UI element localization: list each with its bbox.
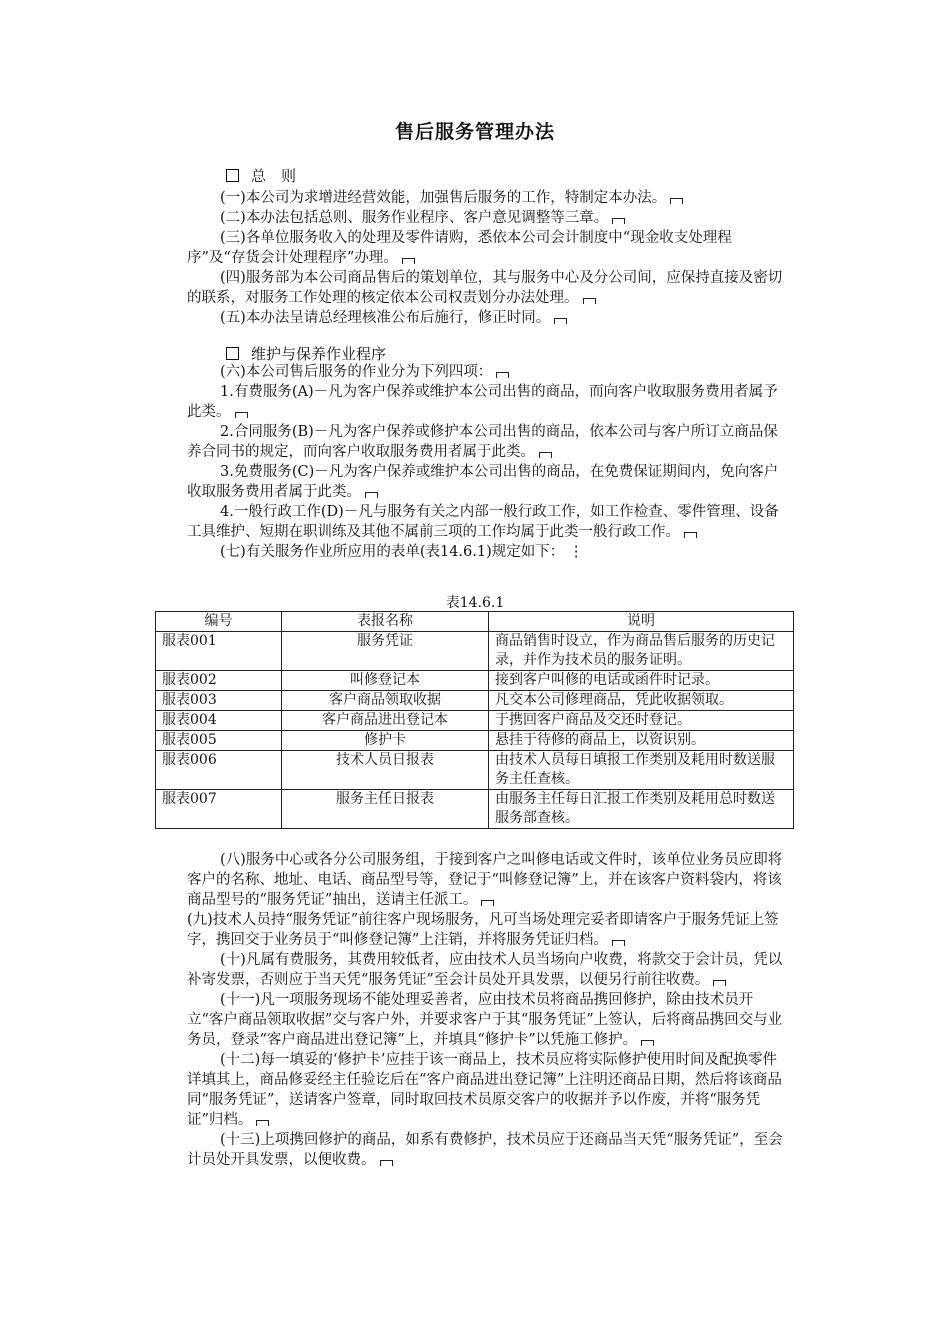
paragraph: (十二)每一填妥的‘修护卡’应挂于该一商品上，技术员应将实际修护使用时间及配换零件详填其上，商品修妥经主任验讫后在“客户商品进出登记簿”上注明还商品日期，然后将该商品同“服务凭证”，送请客户签章，同时取回技术员原交客户的收据并予以作废，并将“服务凭证”归档。 (187, 1052, 782, 1128)
section-maintenance-body (187, 362, 787, 562)
table-cell: 服表003 (156, 691, 282, 711)
paragraph: 3.免费服务(C)－凡为客户保养或维护本公司出售的商品，在免费保证期间内，免向客户收取服务费用者属于此类。 (187, 464, 779, 500)
paragraph: (五)本办法呈请总经理核准公布后施行，修正时同。 (187, 308, 787, 328)
paragraph-mark-icon (539, 452, 552, 458)
table-cell: 服表005 (156, 731, 282, 751)
checkbox-icon (226, 347, 239, 360)
paragraph-mark-icon (713, 980, 726, 986)
table-cell: 服务凭证 (282, 632, 489, 671)
document-title: 售后服务管理办法 (394, 121, 555, 143)
paragraph: (八)服务中心或各分公司服务组，于接到客户之叫修电话或文件时，该单位业务员应即将客户的名称、地址、电话、商品型号等，登记于“叫修登记簿”上，并在该客户资料袋内，将该商品型号的“服务凭证”抽出，送请主任派工。 (187, 852, 783, 908)
paragraph-mark-icon (554, 318, 567, 324)
paragraph: 2.合同服务(B)－凡为客户保养或修护本公司出售的商品，依本公司与客户所订立商品保养合同书的规定，而向客户收取服务费用者属于此类。 (187, 424, 778, 460)
paragraph-mark-icon (612, 940, 625, 946)
checkbox-icon (226, 169, 239, 182)
table-row (156, 711, 794, 731)
paragraph: 1.有费服务(A)－凡为客户保养或维护本公司出售的商品，而向客户收取服务费用者属予此类。 (187, 384, 778, 420)
paragraph-mark-icon (670, 198, 683, 204)
paragraph-mark-icon (684, 532, 697, 538)
section-heading-general: 总 则 (226, 165, 296, 186)
table-cell: 服务主任日报表 (282, 790, 489, 829)
table-cell: 技术人员日报表 (282, 751, 489, 790)
column-header: 编号 (156, 612, 282, 632)
paragraph-mark-icon (402, 258, 415, 264)
paragraph: (三)各单位服务收入的处理及零件请购，悉依本公司会计制度中“现金收支处理程序”及“存货会计处理程序”办理。 (187, 230, 732, 266)
table-row (156, 632, 794, 671)
table-cell: 凡交本公司修理商品，凭此收据领取。 (489, 691, 794, 711)
table-cell: 接到客户叫修的电话或函件时记录。 (489, 671, 794, 691)
table-row (156, 751, 794, 790)
paragraph: (四)服务部为本公司商品售后的策划单位，其与服务中心及分公司间，应保持直接及密切的联系，对服务工作处理的核定依本公司权责划分办法处理。 (187, 270, 783, 306)
table-header-row (156, 612, 794, 632)
table-cell: 修护卡 (282, 731, 489, 751)
table-cell: 服表001 (156, 632, 282, 671)
paragraph: (二)本办法包括总则、服务作业程序、客户意见调整等三章。 (187, 208, 787, 228)
table-row (156, 731, 794, 751)
ellipsis-mark: ⋮ (568, 544, 584, 560)
paragraph-mark-icon (481, 900, 494, 906)
table-cell: 悬挂于待修的商品上，以资识别。 (489, 731, 794, 751)
table-cell: 由技术人员每日填报工作类别及耗用时数送服务主任查核。 (489, 751, 794, 790)
table-cell: 客户商品领取收据 (282, 691, 489, 711)
table-cell: 商品销售时设立，作为商品售后服务的历史记录，并作为技术员的服务证明。 (489, 632, 794, 671)
table-row (156, 790, 794, 829)
paragraph: (七)有关服务作业所应用的表单(表14.6.1)规定如下： ⋮ (220, 544, 584, 560)
paragraph: (十三)上项携回修护的商品，如系有费修护，技术员应于还商品当天凭“服务凭证”，至会计员处开具发票，以便收费。 (187, 1132, 783, 1168)
section-heading-maintenance: 维护与保养作业程序 (226, 343, 386, 364)
paragraph-mark-icon (496, 372, 509, 378)
paragraph-mark-icon (235, 412, 248, 418)
column-header: 表报名称 (282, 612, 489, 632)
table-cell: 于携回客户商品及交还时登记。 (489, 711, 794, 731)
forms-table (155, 611, 794, 829)
table-cell: 由服务主任每日汇报工作类别及耗用总时数送服务部查核。 (489, 790, 794, 829)
section-procedure-body (187, 850, 787, 1170)
paragraph: (十)凡属有费服务，其费用较低者，应由技术人员当场向户收费，将款交于会计员，凭以补寄发票，否则应于当天凭“服务凭证”至会计员处开具发票，以便另行前往收费。 (187, 952, 783, 988)
paragraph-mark-icon (612, 218, 625, 224)
paragraph-mark-icon (583, 298, 596, 304)
column-header: 说明 (489, 612, 794, 632)
table-cell: 服表002 (156, 671, 282, 691)
section-general-body (187, 188, 787, 328)
paragraph: (六)本公司售后服务的作业分为下列四项： (187, 362, 787, 382)
table-cell: 叫修登记本 (282, 671, 489, 691)
table-row (156, 691, 794, 711)
paragraph: (一)本公司为求增进经营效能，加强售后服务的工作，特制定本办法。 (187, 188, 787, 208)
table-cell: 服表006 (156, 751, 282, 790)
paragraph-mark-icon (256, 1120, 269, 1126)
table-cell: 服表004 (156, 711, 282, 731)
paragraph-mark-icon (641, 1040, 654, 1046)
table-caption: 表14.6.1 (445, 595, 505, 611)
table-cell: 服表007 (156, 790, 282, 829)
paragraph: (十一)凡一项服务现场不能处理妥善者，应由技术员将商品携回修护，除由技术员开立“客户商品领取收据”交与客户外，并要求客户于其“服务凭证”上签认，后将商品携回交与业务员，登录“客户商品进出登记簿”上，并填具“修护卡”以凭施工修护。 (187, 992, 783, 1048)
paragraph-mark-icon (365, 492, 378, 498)
table-row (156, 671, 794, 691)
paragraph: (九)技术人员持“服务凭证”前往客户现场服务，凡可当场处理完妥者即请客户于服务凭证上签字，携回交于业务员于“叫修登记簿”上注销，并将服务凭证归档。 (187, 912, 779, 948)
table-cell: 客户商品进出登记本 (282, 711, 489, 731)
paragraph: 4.一般行政工作(D)－凡与服务有关之内部一般行政工作，如工作检查、零件管理、设备工具维护、短期在职训练及其他不属前三项的工作均属于此类一般行政工作。 (187, 504, 779, 540)
paragraph-mark-icon (380, 1160, 393, 1166)
